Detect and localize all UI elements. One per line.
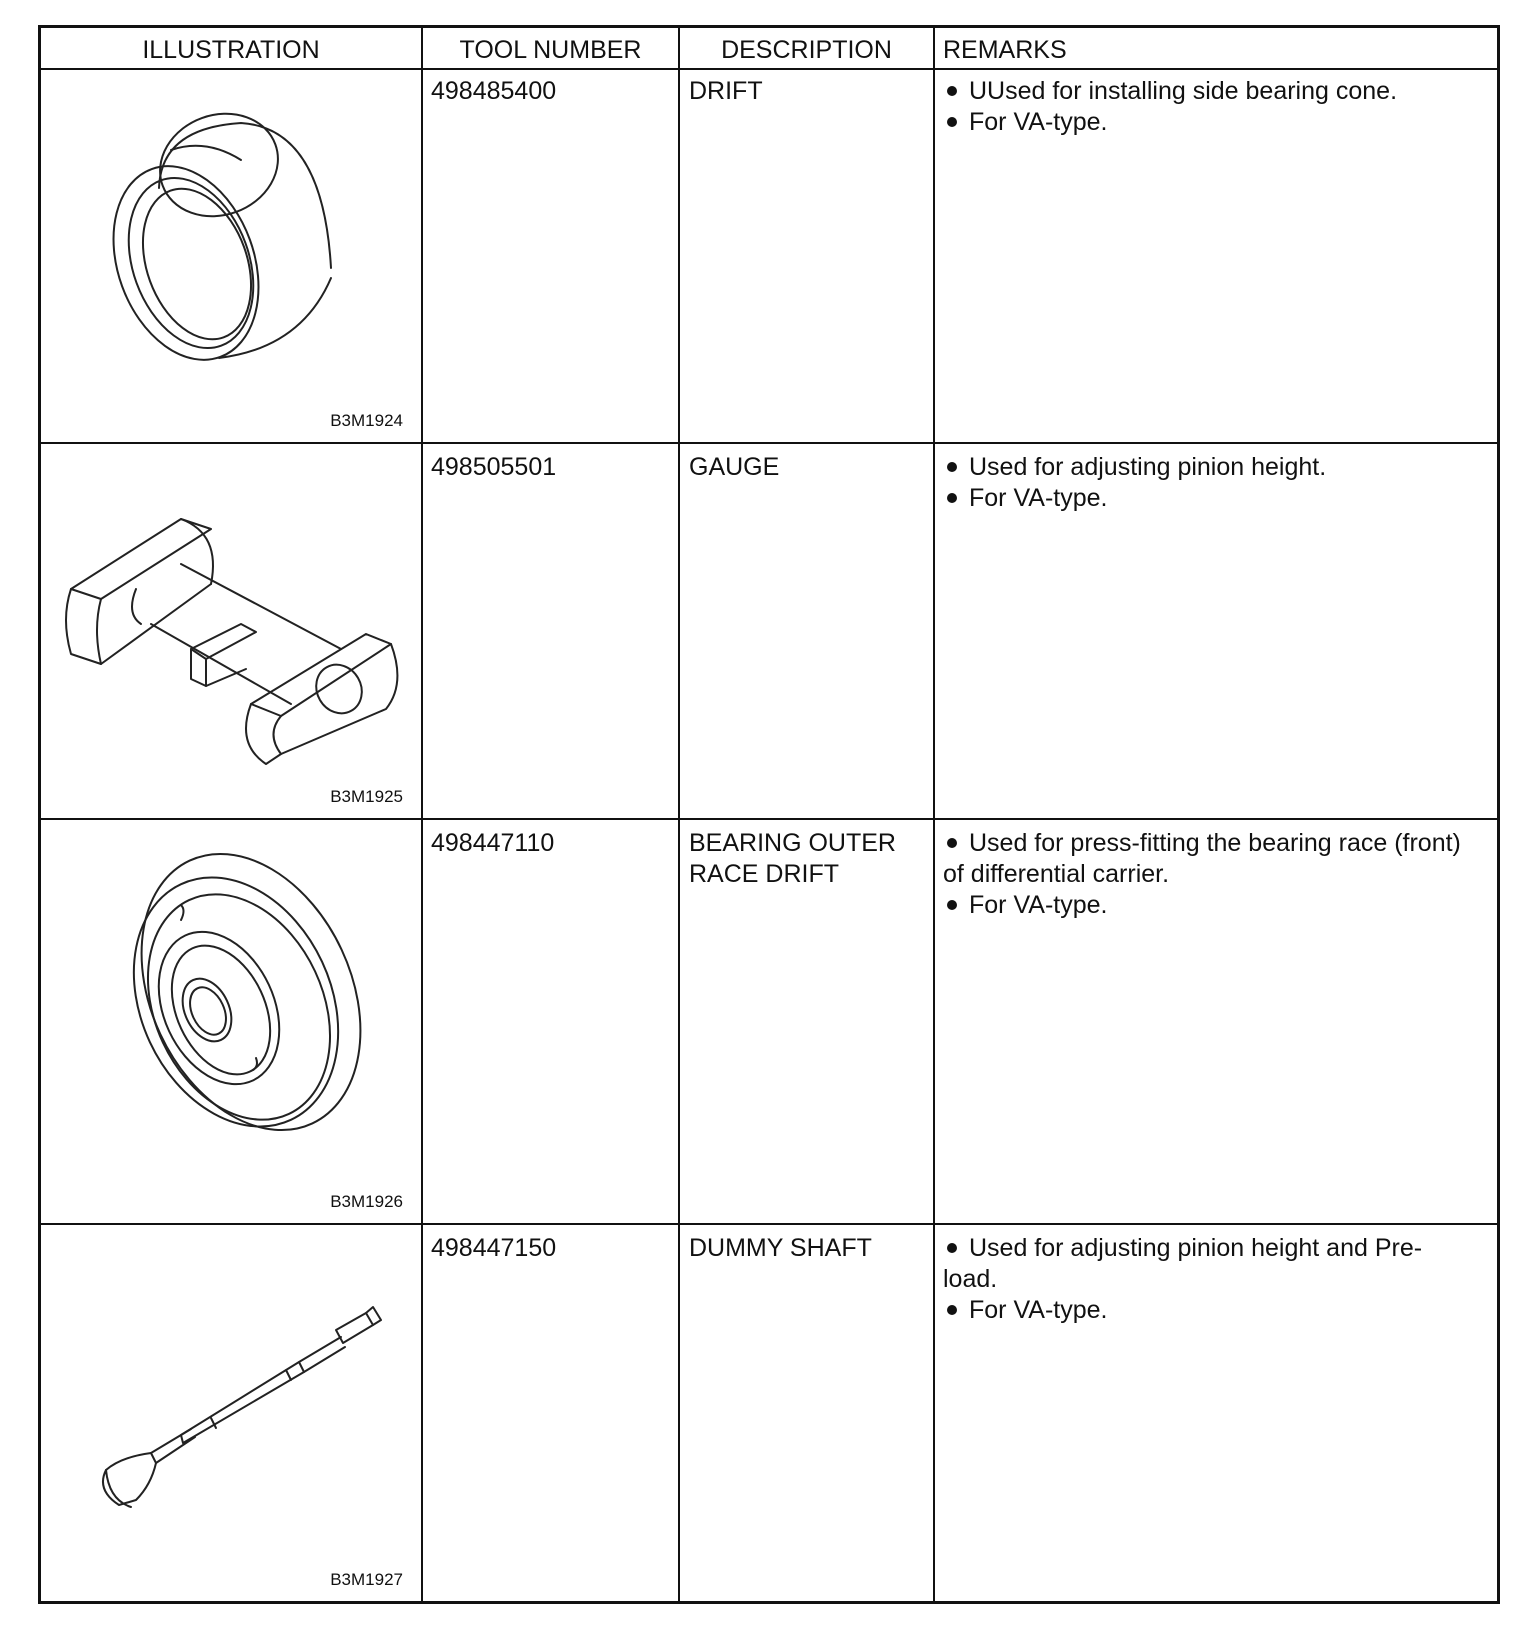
remarks <box>935 68 1495 138</box>
remark-text: of differential carrier. <box>943 860 1170 888</box>
header-illustration: ILLUSTRATION <box>142 36 320 64</box>
figure-code: B3M1927 <box>330 1570 403 1589</box>
remarks <box>935 1225 1495 1326</box>
remark-text: load. <box>943 1265 998 1293</box>
remark-line <box>943 828 1481 859</box>
figure-code: B3M1924 <box>330 411 403 430</box>
gauge-icon <box>41 444 421 818</box>
dummy-shaft-icon <box>41 1225 421 1601</box>
tool-number: 498447150 <box>431 1234 557 1262</box>
remark-line <box>943 483 1481 514</box>
remark-text: UUsed for installing side bearing cone. <box>969 77 1398 105</box>
drift-ring-icon <box>41 68 421 442</box>
tool-description: DRIFT <box>689 77 763 105</box>
bullet-icon <box>947 493 957 503</box>
table-row <box>41 1225 1497 1601</box>
table-row <box>41 820 1497 1225</box>
tool-number: 498505501 <box>431 453 557 481</box>
bullet-icon <box>947 117 957 127</box>
bullet-icon <box>947 900 957 910</box>
illustration-cell <box>41 1225 421 1601</box>
illustration-cell <box>41 68 421 442</box>
description-line: BEARING OUTER <box>689 829 896 857</box>
remark-text: Used for adjusting pinion height. <box>969 453 1327 481</box>
table-header <box>41 28 1497 70</box>
remark-text: For VA-type. <box>969 1296 1108 1324</box>
bullet-icon <box>947 838 957 848</box>
remark-line <box>943 1233 1481 1264</box>
remark-line <box>943 1295 1481 1326</box>
tool-number: 498485400 <box>431 77 557 105</box>
table-row <box>41 68 1497 444</box>
remark-text: For VA-type. <box>969 891 1108 919</box>
remark-line <box>943 107 1481 138</box>
figure-code: B3M1926 <box>330 1192 403 1211</box>
bullet-icon <box>947 1305 957 1315</box>
remark-line <box>943 1264 1481 1295</box>
header-remarks: REMARKS <box>943 36 1067 64</box>
remark-line <box>943 859 1481 890</box>
header-tool-number: TOOL NUMBER <box>459 36 642 64</box>
bullet-icon <box>947 462 957 472</box>
tool-description <box>680 820 933 890</box>
figure-code: B3M1925 <box>330 787 403 806</box>
tool-description: GAUGE <box>689 453 780 481</box>
tool-description: DUMMY SHAFT <box>689 1234 872 1262</box>
bullet-icon <box>947 1243 957 1253</box>
remarks <box>935 444 1495 514</box>
special-tools-table <box>38 25 1500 1604</box>
illustration-cell <box>41 820 421 1223</box>
table-row <box>41 444 1497 820</box>
remark-line <box>943 890 1481 921</box>
remarks <box>935 820 1495 921</box>
bullet-icon <box>947 86 957 96</box>
remark-line <box>943 452 1481 483</box>
header-description: DESCRIPTION <box>721 36 892 64</box>
bearing-race-drift-icon <box>41 820 421 1223</box>
tool-number: 498447110 <box>431 829 555 857</box>
remark-text: For VA-type. <box>969 484 1108 512</box>
remark-line <box>943 76 1481 107</box>
remark-text: Used for press-fitting the bearing race (front) <box>969 829 1461 857</box>
illustration-cell <box>41 444 421 818</box>
remark-text: Used for adjusting pinion height and Pre- <box>969 1234 1423 1262</box>
description-line: RACE DRIFT <box>689 860 839 888</box>
remark-text: For VA-type. <box>969 108 1108 136</box>
